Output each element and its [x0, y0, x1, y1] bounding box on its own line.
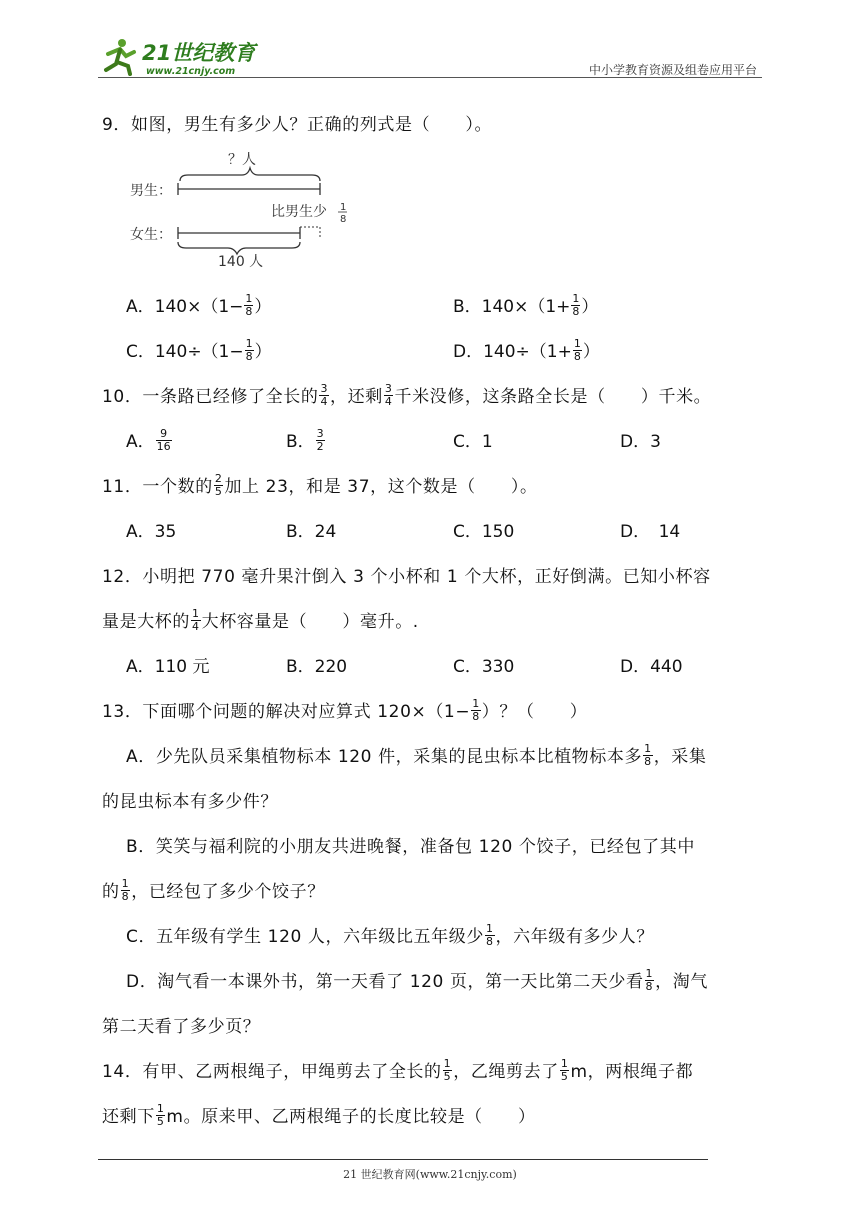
- q9-compare-label: 比男生少: [271, 204, 327, 220]
- q10-option-c[interactable]: C．1: [453, 432, 493, 452]
- footer-text: 21 世纪教育网(www.21cnjy.com): [343, 1168, 517, 1181]
- q11-option-d[interactable]: D． 14: [620, 522, 681, 542]
- platform-name: 中小学教育资源及组卷应用平台: [588, 63, 757, 77]
- q13-option-c[interactable]: C．五年级有学生 120 人，六年级比五年级少 $\frac{1}{8}$ ，六年级有多少人？: [126, 921, 654, 948]
- q9-girls-label: 女生：: [130, 227, 172, 243]
- q9-boys-brace: [180, 168, 320, 181]
- q10-stem: 10．一条路已经修了全长的 $\frac{3}{4}$ ，还剩 $\frac{3}{4}$ 千米没修，这条路全长是（ ）千米。: [102, 381, 712, 408]
- q9-option-b[interactable]: B．140×（1+ $\frac{1}{8}$ ）: [453, 291, 599, 318]
- q11-stem: 11．一个数的 $\frac{2}{5}$ 加上 23，和是 37，这个数是（ ）。: [102, 471, 538, 498]
- footer-divider: [98, 1159, 708, 1160]
- q12-stem-line2: 量是大杯的 $\frac{1}{4}$ 大杯容量是（ ）毫升。.: [102, 606, 419, 633]
- q13-stem: 13．下面哪个问题的解决对应算式 120×（1− $\frac{1}{8}$ ）？（ ）: [102, 696, 588, 723]
- q9-diagram: [130, 150, 370, 268]
- q9-compare-frac-num: 1: [340, 202, 347, 213]
- q14-stem-line1: 14．有甲、乙两根绳子，甲绳剪去了全长的 $\frac{1}{5}$ ，乙绳剪去了 $\frac{1}{5}$ m，两根绳子都: [102, 1056, 694, 1083]
- q13-option-d-cont: 第二天看了多少页？: [102, 1017, 261, 1037]
- q9-girls-count: 140 人: [218, 254, 264, 268]
- q12-option-a[interactable]: A．110 元: [126, 657, 210, 677]
- q12-option-b[interactable]: B．220: [286, 657, 348, 677]
- q9-compare-frac-den: 8: [340, 214, 347, 225]
- q12-stem-line1: 12．小明把 770 毫升果汁倒入 3 个小杯和 1 个大杯，正好倒满。已知小杯容: [102, 567, 711, 587]
- q11-option-c[interactable]: C．150: [453, 522, 515, 542]
- q13-option-a[interactable]: A．少先队员采集植物标本 120 件，采集的昆虫标本比植物标本多 $\frac{1}{8}$ ，采集: [126, 741, 707, 768]
- q13-option-b[interactable]: B．笑笑与福利院的小朋友共进晚餐，准备包 120 个饺子，已经包了其中: [126, 837, 695, 857]
- q14-stem-line2: 还剩下 $\frac{1}{5}$ m。原来甲、乙两根绳子的长度比较是（ ）: [102, 1101, 536, 1128]
- q9-girls-brace: [178, 242, 300, 254]
- q13-option-b-cont: 的 $\frac{1}{8}$ ，已经包了多少个饺子？: [102, 876, 325, 903]
- q10-option-d[interactable]: D．3: [620, 432, 661, 452]
- q11-option-a[interactable]: A．35: [126, 522, 177, 542]
- q12-option-d[interactable]: D．440: [620, 657, 683, 677]
- q11-option-b[interactable]: B．24: [286, 522, 337, 542]
- q9-option-c[interactable]: C．140÷（1− $\frac{1}{8}$ ）: [126, 336, 272, 363]
- q9-boys-label: 男生：: [130, 183, 172, 199]
- logo-main-text: 21世纪教育: [142, 41, 256, 65]
- q13-option-a-cont: 的昆虫标本有多少件？: [102, 792, 278, 812]
- header-divider: [98, 77, 762, 78]
- q9-option-a[interactable]: A．140×（1− $\frac{1}{8}$ ）: [126, 291, 272, 318]
- q9-stem: 9．如图，男生有多少人？正确的列式是（ ）。: [102, 115, 493, 135]
- logo-url-text: www.21cnjy.com: [146, 66, 236, 77]
- q10-option-b[interactable]: B． $\frac{3}{2}$: [286, 426, 324, 453]
- q12-option-c[interactable]: C．330: [453, 657, 515, 677]
- q9-option-d[interactable]: D．140÷（1+ $\frac{1}{8}$ ）: [453, 336, 600, 363]
- q10-option-a[interactable]: A． $\frac{9}{16}$: [126, 426, 171, 453]
- q13-option-d[interactable]: D．淘气看一本课外书，第一天看了 120 页，第一天比第二天少看 $\frac{1}{8}$ ，淘气: [126, 966, 708, 993]
- q9-question-label: ？人: [228, 152, 256, 168]
